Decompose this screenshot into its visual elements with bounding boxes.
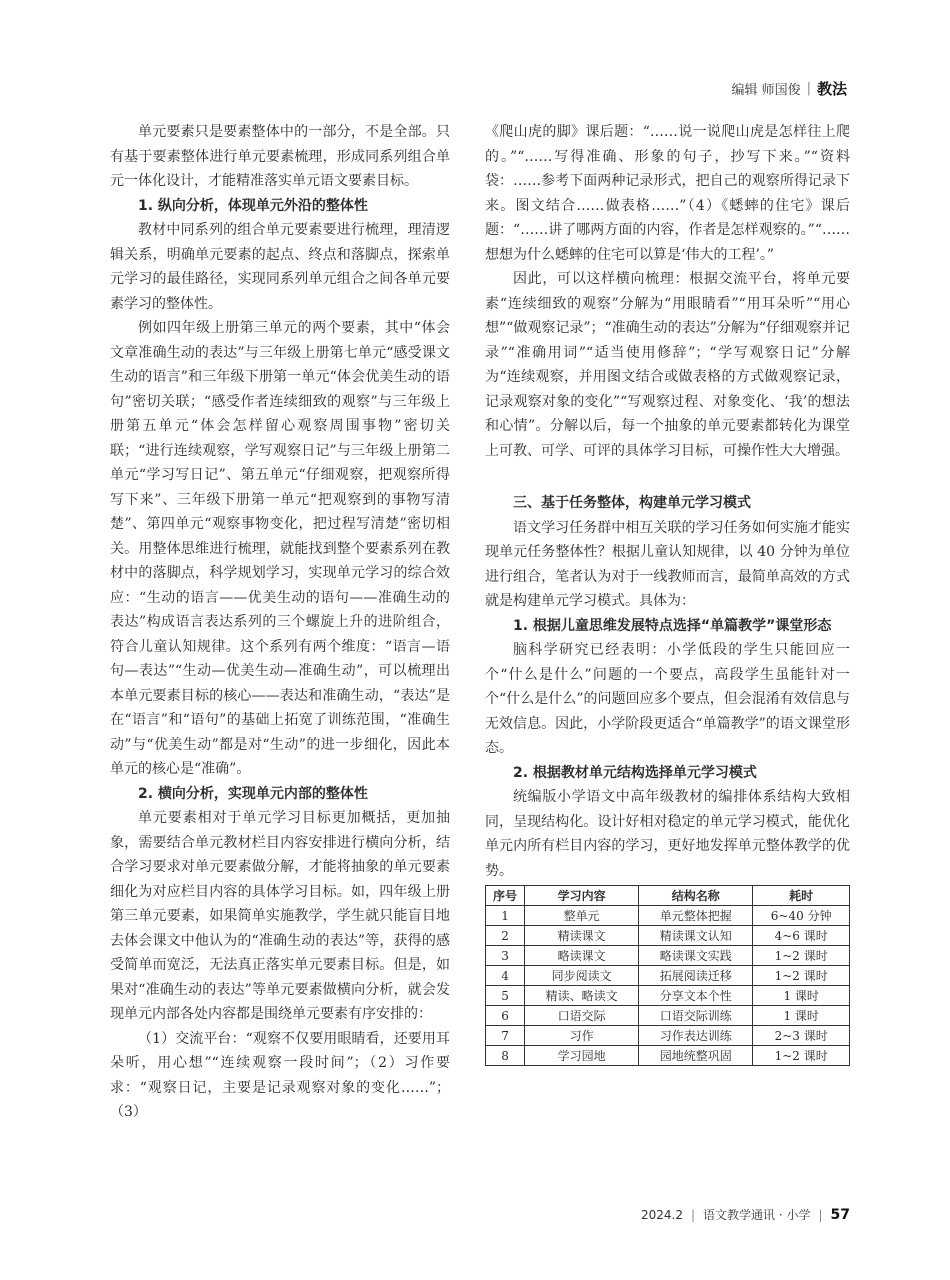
page-header — [731, 78, 847, 99]
table-cell: 整单元 — [525, 906, 639, 926]
table-row — [486, 986, 850, 1006]
paragraph: 《爬山虎的脚》课后题：“……说一说爬山虎是怎样往上爬的。”“……写得准确、形象的句子，抄写下来。”“资料袋：……参考下面两种记录形式，把自己的观察所得记录下来。图文结合……做表格……”（4）《蟋蟀的住宅》课后题：“……讲了哪两方面的内容，作者是怎样观察的。”“……想想为什么蟋蟀的住宅可以算是‘伟大的工程’。” — [485, 124, 850, 263]
table-cell: 1 — [486, 906, 525, 926]
right-column — [485, 120, 850, 1066]
table-cell: 分享文本个性 — [639, 986, 753, 1006]
table-row — [486, 946, 850, 966]
subheading: 2. 横向分析，实现单元内部的整体性 — [138, 785, 368, 802]
table-row — [486, 966, 850, 986]
table-cell: 6 — [486, 1006, 525, 1026]
table-cell: 略读课文实践 — [639, 946, 753, 966]
header-divider: | — [806, 81, 811, 96]
table-cell: 2 — [486, 926, 525, 946]
table-row — [486, 1006, 850, 1026]
table-cell: 口语交际 — [525, 1006, 639, 1026]
table-cell: 精读、略读文 — [525, 986, 639, 1006]
paragraph: 语文学习任务群中相互关联的学习任务如何实施才能实现单元任务整体性？根据儿童认知规律，以 40 分钟为单位进行组合，笔者认为对于一线教师而言，最简单高效的方式就是构建单元学习模式。具体为： — [485, 519, 850, 609]
paragraph: 单元要素相对于单元学习目标更加概括，更加抽象，需要结合单元教材栏目内容安排进行横向分析，结合学习要求对单元要素做分解，才能将抽象的单元要素细化为对应栏目内容的具体学习目标。如，四年级上册第三单元要素，如果简单实施教学，学生就只能盲目地去体会课文中他认为的“准确生动的表达”等，获得的感受简单而宽泛，无法真正落实单元要素目标。但是，如果对“准确生动的表达”等单元要素做横向分析，就会发现单元内部各处内容都是围绕单元要素有序安排的： — [110, 810, 450, 1022]
table-cell: 园地统整巩固 — [639, 1046, 753, 1066]
footer-divider: | — [690, 1207, 696, 1222]
paragraph: 脑科学研究已经表明：小学低段的学生只能回应一个“什么是什么”问题的一个要点，高段学生虽能针对一个“什么是什么”的问题回应多个要点，但会混淆有效信息与无效信息。因此，小学阶段更适合“单篇教学”的语文课堂形态。 — [485, 642, 850, 756]
footer-divider: | — [818, 1207, 823, 1222]
column-header: 结构名称 — [639, 886, 753, 906]
table-cell: 口语交际训练 — [639, 1006, 753, 1026]
page-footer — [641, 1206, 850, 1223]
table-row — [486, 1026, 850, 1046]
paragraph: 教材中同系列的组合单元要素要进行梳理，理清逻辑关系，明确单元要素的起点、终点和落脚点，探索单元学习的最佳路径，实现同系列单元组合之间各单元要素学习的整体性。 — [110, 222, 450, 312]
table-row — [486, 1046, 850, 1066]
table-cell: 1~2 课时 — [753, 1046, 850, 1066]
left-column — [110, 120, 450, 1125]
table-cell: 学习园地 — [525, 1046, 639, 1066]
table-cell: 4 — [486, 966, 525, 986]
column-header: 学习内容 — [525, 886, 639, 906]
table-cell: 1~2 课时 — [753, 966, 850, 986]
table-cell: 1~2 课时 — [753, 946, 850, 966]
table-cell: 1 课时 — [753, 1006, 850, 1026]
subheading: 1. 纵向分析，体现单元外沿的整体性 — [138, 197, 368, 214]
table-cell: 精读课文认知 — [639, 926, 753, 946]
table-header-row — [486, 886, 850, 906]
subheading: 1. 根据儿童思维发展特点选择“单篇教学”课堂形态 — [513, 617, 832, 634]
journal-name: 语文教学通讯 · 小学 — [703, 1208, 811, 1222]
table-cell: 2~3 课时 — [753, 1026, 850, 1046]
table-cell: 精读课文 — [525, 926, 639, 946]
editor-credit: 编辑 师国俊 — [731, 83, 801, 98]
paragraph: 单元要素只是要素整体中的一部分，不是全部。只有基于要素整体进行单元要素梳理，形成同系列组合单元一体化设计，才能精准落实单元语文要素目标。 — [110, 124, 450, 189]
paragraph: 统编版小学语文中高年级教材的编排体系结构大致相同，呈现结构化。设计好相对稳定的单元学习模式，能优化单元内所有栏目内容的学习，更好地发挥单元整体教学的优势。 — [485, 789, 850, 879]
column-header: 序号 — [486, 886, 525, 906]
unit-learning-table — [485, 885, 850, 1066]
section-heading: 三、基于任务整体，构建单元学习模式 — [513, 495, 751, 511]
section-title: 教法 — [816, 80, 847, 98]
table-cell: 单元整体把握 — [639, 906, 753, 926]
table-cell: 习作 — [525, 1026, 639, 1046]
paragraph: 例如四年级上册第三单元的两个要素，其中“体会文章准确生动的表达”与三年级上册第七单元“感受课文生动的语言”和三年级下册第一单元“体会优美生动的语句”密切关联；“感受作者连续细致的观察”与三年级上册第五单元“体会怎样留心观察周围事物”密切关联；“进行连续观察，学写观察日记”与三年级上册第二单元“学习写日记”、第五单元“仔细观察，把观察所得写下来”、三年级下册第一单元“把观察到的事物写清楚”、第四单元“观察事物变化，把过程写清楚”密切相关。用整体思维进行梳理，就能找到整个要素系列在教材中的落脚点，科学规划学习，实现单元学习的综合效应：“生动的语言——优美生动的语句——准确生动的表达”构成语言表达系列的三个螺旋上升的进阶组合，符合儿童认知规律。这个系列有两个维度：“语言—语句—表达”“生动—优美生动—准确生动”，可以梳理出本单元要素目标的核心——表达和准确生动，“表达”是在“语言”和“语句”的基础上拓宽了训练范围，“准确生动”与“优美生动”都是对“生动”的进一步细化，因此本单元的核心是“准确”。 — [110, 320, 450, 777]
table-cell: 3 — [486, 946, 525, 966]
table-cell: 1 课时 — [753, 986, 850, 1006]
table-cell: 拓展阅读迁移 — [639, 966, 753, 986]
table-cell: 同步阅读文 — [525, 966, 639, 986]
table-cell: 习作表达训练 — [639, 1026, 753, 1046]
table-cell: 7 — [486, 1026, 525, 1046]
table-row — [486, 906, 850, 926]
paragraph: （1）交流平台：“观察不仅要用眼睛看，还要用耳朵听，用心想”“连续观察一段时间”；（2）习作要求：“观察日记，主要是记录观察对象的变化……”；（3） — [110, 1030, 450, 1120]
column-header: 耗时 — [753, 886, 850, 906]
table-row — [486, 926, 850, 946]
paragraph: 因此，可以这样横向梳理：根据交流平台，将单元要素“连续细致的观察”分解为“用眼睛看”“用耳朵听”“用心想”“做观察记录”；“准确生动的表达”分解为“仔细观察并记录”“准确用词”“适当使用修辞”；“学写观察日记”分解为“连续观察，并用图文结合或做表格的方式做观察记录，记录观察对象的变化”“写观察过程、对象变化、‘我’的想法和心情”。分解以后，每一个抽象的单元要素都转化为课堂上可教、可学、可评的具体学习目标，可操作性大大增强。 — [485, 271, 850, 459]
table-cell: 6~40 分钟 — [753, 906, 850, 926]
table-cell: 4~6 课时 — [753, 926, 850, 946]
subheading: 2. 根据教材单元结构选择单元学习模式 — [513, 764, 757, 781]
table-cell: 略读课文 — [525, 946, 639, 966]
page-number: 57 — [830, 1206, 850, 1223]
table-cell: 8 — [486, 1046, 525, 1066]
table-cell: 5 — [486, 986, 525, 1006]
issue-date: 2024.2 — [640, 1207, 683, 1222]
